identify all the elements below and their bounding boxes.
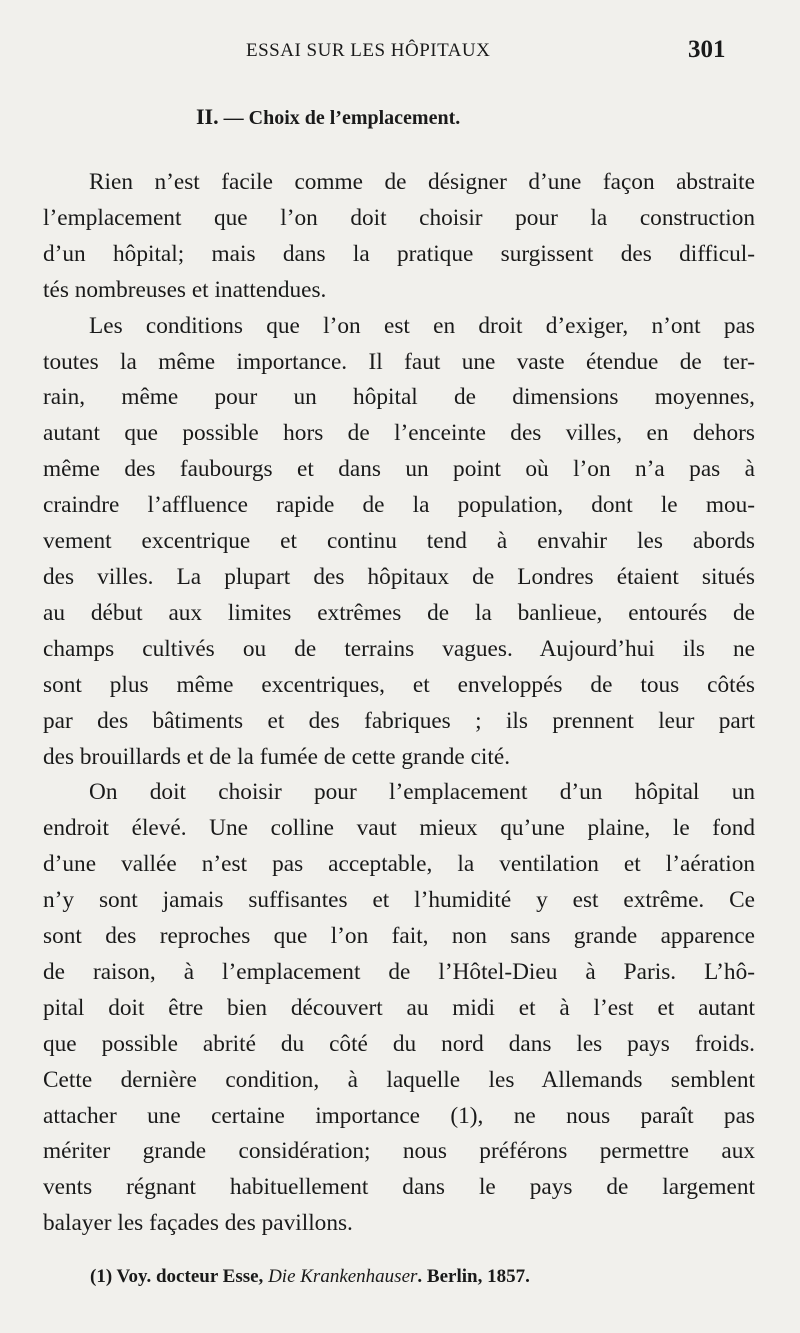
text-line: toutes la même importance. Il faut une vaste étendue de ter-	[43, 348, 755, 375]
footnote-book-title: Die Krankenhauser	[268, 1266, 418, 1287]
text-line: des villes. La plupart des hôpitaux de Londres étaient situés	[43, 563, 755, 590]
text-line: mériter grande considération; nous préférons permettre aux	[43, 1138, 755, 1165]
footnote	[90, 1266, 530, 1288]
section-heading	[196, 104, 460, 130]
text-line: On doit choisir pour l’emplacement d’un hôpital un	[89, 779, 755, 806]
text-line: des brouillards et de la fumée de cette grande cité.	[43, 743, 511, 770]
text-line: pital doit être bien découvert au midi et à l’est et autant	[43, 994, 755, 1021]
text-line: sont plus même excentriques, et enveloppés de tous côtés	[43, 671, 755, 698]
text-line: vement excentrique et continu tend à envahir les abords	[43, 528, 755, 555]
text-line: balayer les façades des pavillons.	[43, 1210, 353, 1237]
text-line: l’emplacement que l’on doit choisir pour la construction	[43, 204, 755, 231]
running-head	[0, 36, 800, 66]
body-text	[43, 165, 755, 1242]
page-number: 301	[688, 36, 726, 63]
text-line: sont des reproches que l’on fait, non sans grande apparence	[43, 923, 755, 950]
text-line: vents régnant habituellement dans le pays de largement	[43, 1174, 755, 1201]
footnote-suffix: . Berlin, 1857.	[417, 1266, 530, 1287]
text-line: Cette dernière condition, à laquelle les Allemands semblent	[43, 1066, 755, 1093]
text-line: Rien n’est facile comme de désigner d’une façon abstraite	[89, 169, 755, 195]
text-line: de raison, à l’emplacement de l’Hôtel-Dieu à Paris. L’hô-	[43, 958, 755, 985]
text-line: Les conditions que l’on est en droit d’exiger, n’ont pas	[89, 312, 755, 339]
text-line: d’un hôpital; mais dans la pratique surgissent des difficul-	[43, 240, 755, 267]
text-line: autant que possible hors de l’enceinte des villes, en dehors	[43, 420, 755, 447]
text-line: attacher une certaine importance (1), ne nous paraît pas	[43, 1102, 755, 1129]
text-line: endroit élevé. Une colline vaut mieux qu’une plaine, le fond	[43, 815, 755, 842]
text-line: rain, même pour un hôpital de dimensions moyennes,	[43, 384, 755, 411]
text-line: d’une vallée n’est pas acceptable, la ventilation et l’aération	[43, 851, 755, 878]
text-line: tés nombreuses et inattendues.	[43, 276, 327, 303]
text-line: champs cultivés ou de terrains vagues. Aujourd’hui ils ne	[43, 635, 755, 662]
running-title: ESSAI SUR LES HÔPITAUX	[246, 40, 491, 61]
section-title: Choix de l’emplacement.	[248, 107, 461, 129]
section-dash: —	[223, 107, 244, 129]
text-line: n’y sont jamais suffisantes et l’humidité y est extrême. Ce	[43, 887, 755, 914]
text-line: craindre l’affluence rapide de la population, dont le mou-	[43, 492, 755, 519]
text-line: même des faubourgs et dans un point où l’on n’a pas à	[43, 456, 755, 483]
text-line: par des bâtiments et des fabriques ; ils prennent leur part	[43, 707, 755, 734]
text-line: au début aux limites extrêmes de la banlieue, entourés de	[43, 599, 755, 626]
section-number: II.	[196, 104, 219, 129]
text-line: que possible abrité du côté du nord dans les pays froids.	[43, 1030, 755, 1057]
footnote-prefix: (1) Voy. docteur Esse,	[90, 1266, 269, 1287]
